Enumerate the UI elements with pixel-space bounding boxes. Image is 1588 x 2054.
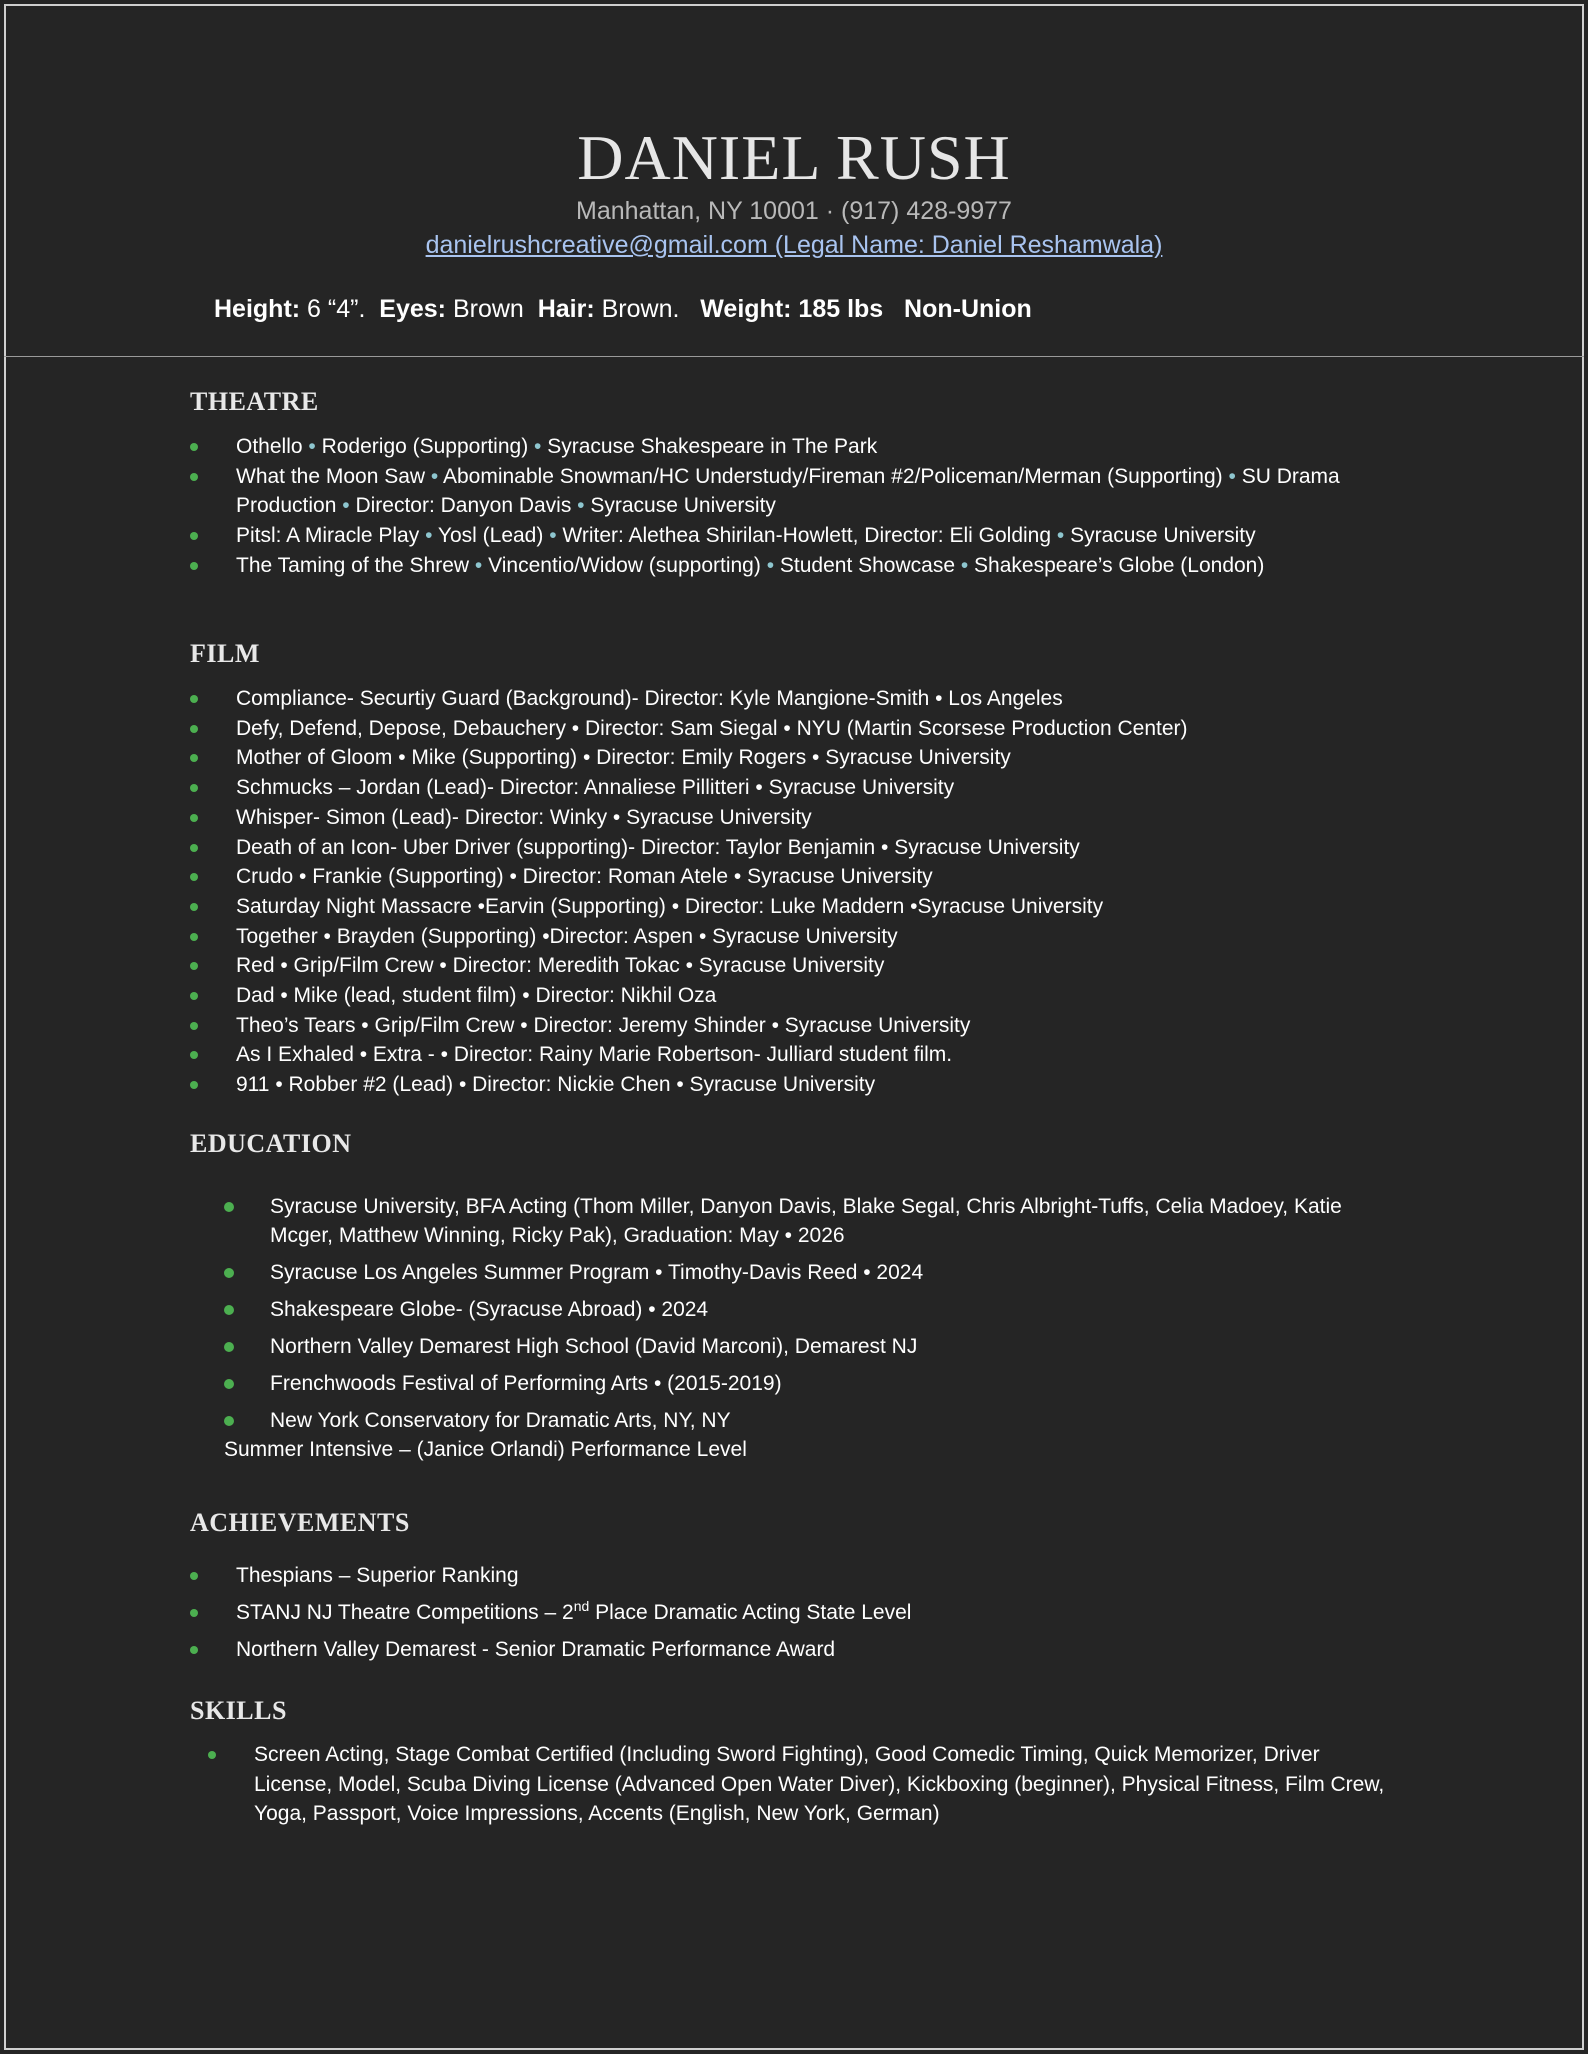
bullet-icon	[190, 725, 198, 733]
theatre-entry-part: Syracuse Shakespeare in The Park	[547, 435, 878, 458]
film-entry: Compliance- Securtiy Guard (Background)- Director: Kyle Mangione-Smith • Los Angeles	[236, 687, 1063, 710]
theatre-entry-part: SU Drama Production	[236, 464, 1340, 518]
list-item	[190, 1070, 1400, 1100]
bullet-icon	[190, 992, 198, 1000]
list-item	[190, 1635, 1400, 1664]
list-item	[224, 1406, 1374, 1435]
bullet-icon	[190, 814, 198, 822]
bullet-icon	[224, 1305, 234, 1315]
achievement-text: STANJ NJ Theatre Competitions – 2	[236, 1601, 574, 1624]
bullet-icon	[190, 1022, 198, 1030]
bullet-icon	[190, 754, 198, 762]
bullet-icon	[224, 1268, 234, 1278]
list-item	[224, 1295, 1374, 1324]
theatre-entry-part: Syracuse University	[1070, 524, 1256, 548]
theatre-entry-part: Vincentio/Widow (supporting)	[488, 553, 761, 577]
bullet-icon	[190, 903, 198, 911]
film-entry: Dad • Mike (lead, student film) • Director: Nikhil Oza	[236, 984, 717, 1008]
separator-dot: •	[469, 553, 489, 577]
education-list	[224, 1192, 1374, 1443]
bullet-icon	[190, 1572, 198, 1580]
separator-dot: •	[1222, 464, 1242, 488]
list-item	[190, 714, 1400, 744]
bullet-icon	[190, 695, 198, 703]
separator-dot: •	[528, 435, 548, 458]
achievement-text: Thespians – Superior Ranking	[236, 1564, 519, 1587]
bullet-icon	[190, 473, 198, 481]
list-item	[224, 1332, 1374, 1361]
film-entry: Red • Grip/Film Crew • Director: Meredith Tokac • Syracuse University	[236, 954, 885, 978]
resume-name: DANIEL RUSH	[577, 122, 1011, 193]
bullet-icon	[190, 844, 198, 852]
theatre-entry-part: Director: Danyon Davis	[355, 494, 572, 518]
bullet-icon	[190, 933, 198, 941]
film-entry: Death of an Icon- Uber Driver (supporting)- Director: Taylor Benjamin • Syracuse University	[236, 835, 1080, 859]
education-entry: Frenchwoods Festival of Performing Arts • (2015-2019)	[270, 1372, 782, 1395]
bullet-icon	[190, 1646, 198, 1654]
film-entry: Whisper- Simon (Lead)- Director: Winky • Syracuse University	[236, 805, 812, 829]
height-label: Height:	[214, 295, 301, 323]
bullet-icon	[190, 443, 198, 451]
ordinal-suffix: nd	[573, 1598, 590, 1614]
list-item	[190, 833, 1400, 863]
list-item	[190, 521, 1400, 551]
film-entry: Mother of Gloom • Mike (Supporting) • Director: Emily Rogers • Syracuse University	[236, 746, 1011, 770]
hair-value: Brown.	[594, 295, 701, 323]
separator-dot: •	[543, 524, 563, 548]
section-title-film: FILM	[190, 639, 260, 668]
film-entry: Schmucks – Jordan (Lead)- Director: Annaliese Pillitteri • Syracuse University	[236, 776, 955, 800]
bullet-icon	[224, 1202, 234, 1212]
list-item	[190, 432, 1400, 462]
list-item	[190, 892, 1400, 922]
bullet-icon	[190, 1081, 198, 1089]
theatre-list	[190, 432, 1400, 581]
bullet-icon	[224, 1342, 234, 1352]
theatre-entry-part: What the Moon Saw	[236, 464, 426, 488]
list-item	[224, 1192, 1374, 1250]
resume-header	[0, 0, 1588, 356]
theatre-entry-part: Roderigo (Supporting)	[321, 435, 529, 458]
achievement-text-cont: Place Dramatic Acting State Level	[589, 1601, 912, 1624]
film-entry: 911 • Robber #2 (Lead) • Director: Nickie Chen • Syracuse University	[236, 1073, 876, 1097]
hair-label: Hair:	[537, 295, 595, 323]
list-item	[224, 1258, 1374, 1287]
separator-dot: •	[955, 553, 975, 577]
list-item	[224, 1369, 1374, 1398]
film-entry: Theo’s Tears • Grip/Film Crew • Director: Jeremy Shinder • Syracuse University	[236, 1013, 971, 1037]
bullet-icon	[190, 873, 198, 881]
theatre-entry-part: Yosl (Lead)	[437, 524, 544, 548]
film-entry: As I Exhaled • Extra - • Director: Rainy Marie Robertson- Julliard student film.	[236, 1043, 953, 1067]
bullet-icon	[208, 1751, 216, 1759]
theatre-entry-part: Abominable Snowman/HC Understudy/Fireman #2/Policeman/Merman (Supporting)	[442, 464, 1223, 488]
separator-dot: •	[419, 524, 438, 548]
theatre-entry-part: Othello	[236, 435, 303, 458]
section-title-achievements: ACHIEVEMENTS	[190, 1508, 410, 1537]
list-item	[190, 1598, 1400, 1627]
contact-email-link[interactable]: danielrushcreative@gmail.com (Legal Name: Daniel Reshamwala)	[425, 231, 1163, 259]
list-item	[190, 1040, 1400, 1070]
bullet-icon	[224, 1416, 234, 1426]
header-divider	[4, 356, 1584, 357]
bullet-icon	[190, 532, 198, 540]
separator-dot: •	[425, 464, 443, 488]
skills-text: Screen Acting, Stage Combat Certified (Including Sword Fighting), Good Comedic Timing, Quick Memorizer, Driver License, Model, Scuba Diving License (Advanced Open Water Diver), Kickboxing (beginner), Physical Fitness, Film Crew, Yoga, Passport, Voice Impressions, Accents (English, New York, German)	[254, 1743, 1385, 1826]
separator-dot: •	[760, 553, 780, 577]
list-item	[190, 1011, 1400, 1041]
theatre-entry-part: Writer: Alethea Shirilan-Howlett, Director: Eli Golding	[562, 524, 1052, 548]
list-item	[190, 462, 1400, 521]
contact-address: Manhattan, NY 10001 · (917) 428-9977	[576, 197, 1012, 225]
separator-dot: •	[302, 435, 322, 458]
list-item	[190, 773, 1400, 803]
list-item	[190, 951, 1400, 981]
physical-stats	[214, 292, 1032, 326]
achievements-list	[190, 1561, 1400, 1672]
list-item	[190, 1561, 1400, 1590]
film-list	[190, 684, 1400, 1100]
separator-dot: •	[336, 494, 356, 518]
film-entry: Crudo • Frankie (Supporting) • Director: Roman Atele • Syracuse University	[236, 865, 933, 889]
eyes-value: Brown	[446, 295, 538, 323]
list-item	[190, 862, 1400, 892]
education-entry: Syracuse Los Angeles Summer Program • Timothy-Davis Reed • 2024	[270, 1261, 924, 1284]
list-item	[190, 551, 1400, 581]
theatre-entry-part: Shakespeare’s Globe (London)	[974, 553, 1265, 577]
list-item	[190, 743, 1400, 773]
section-title-education: EDUCATION	[190, 1129, 352, 1158]
achievement-text: Northern Valley Demarest - Senior Dramatic Performance Award	[236, 1638, 836, 1661]
height-value: 6 “4”.	[300, 295, 380, 323]
education-extra-note: Summer Intensive – (Janice Orlandi) Performance Level	[224, 1438, 747, 1461]
bullet-icon	[190, 962, 198, 970]
eyes-label: Eyes:	[379, 295, 447, 323]
list-item	[208, 1740, 1388, 1829]
list-item	[190, 922, 1400, 952]
bullet-icon	[190, 784, 198, 792]
education-entry: Northern Valley Demarest High School (David Marconi), Demarest NJ	[270, 1335, 918, 1358]
weight-union: Weight: 185 lbs Non-Union	[700, 295, 1032, 323]
education-entry: Syracuse University, BFA Acting (Thom Miller, Danyon Davis, Blake Segal, Chris Albright-Tuffs, Celia Madoey, Katie Mcger, Matthew Winning, Ricky Pak), Graduation: May • 2026	[270, 1195, 1342, 1247]
film-entry: Defy, Defend, Depose, Debauchery • Director: Sam Siegal • NYU (Martin Scorsese Production Center)	[236, 716, 1188, 740]
theatre-entry-part: Pitsl: A Miracle Play	[236, 524, 420, 548]
bullet-icon	[190, 1609, 198, 1617]
list-item	[190, 684, 1400, 714]
separator-dot: •	[571, 494, 591, 518]
list-item	[190, 981, 1400, 1011]
education-entry: Shakespeare Globe- (Syracuse Abroad) • 2024	[270, 1298, 709, 1321]
bullet-icon	[224, 1379, 234, 1389]
section-title-theatre: THEATRE	[190, 387, 319, 416]
section-title-skills: SKILLS	[190, 1696, 287, 1725]
separator-dot: •	[1051, 524, 1071, 548]
theatre-entry-part: Syracuse University	[590, 494, 776, 518]
theatre-entry-part: The Taming of the Shrew	[236, 553, 470, 577]
film-entry: Saturday Night Massacre •Earvin (Supporting) • Director: Luke Maddern •Syracuse University	[236, 894, 1104, 918]
bullet-icon	[190, 562, 198, 570]
list-item	[190, 803, 1400, 833]
bullet-icon	[190, 1051, 198, 1059]
film-entry: Together • Brayden (Supporting) •Director: Aspen • Syracuse University	[236, 924, 898, 948]
theatre-entry-part: Student Showcase	[779, 553, 956, 577]
skills-list	[208, 1740, 1388, 1829]
education-entry: New York Conservatory for Dramatic Arts, NY, NY	[270, 1409, 731, 1432]
